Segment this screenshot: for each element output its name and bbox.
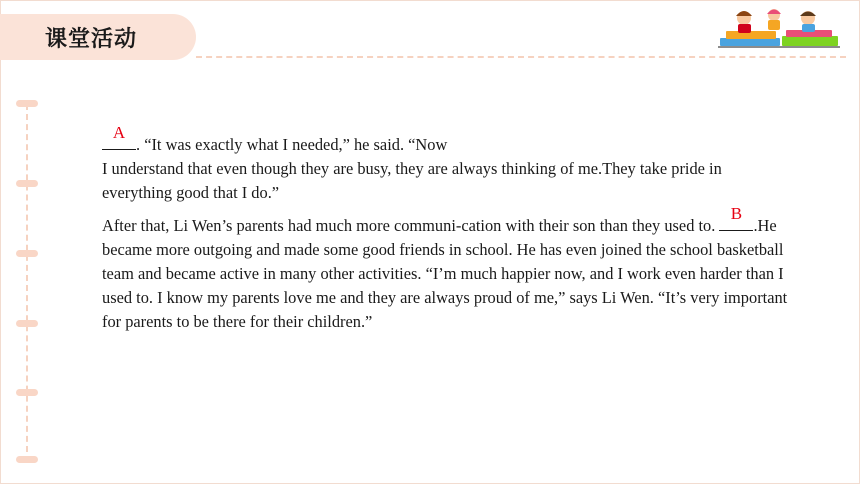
kids-reading-logo-icon — [716, 6, 842, 52]
decorative-timeline — [26, 104, 28, 462]
timeline-dot — [16, 320, 38, 327]
timeline-dot — [16, 389, 38, 396]
paragraph-2 — [102, 204, 792, 334]
paragraph-1 — [102, 123, 792, 205]
timeline-dot — [16, 250, 38, 257]
timeline-dot — [16, 100, 38, 107]
answer-a: A — [112, 123, 126, 142]
header-divider — [196, 56, 846, 58]
paragraph-1-rest: I understand that even though they are busy, they are always thinking of me.They take pride in everything good that I do.” — [102, 159, 722, 202]
answer-blank-b — [719, 204, 753, 231]
page-title: 课堂活动 — [45, 27, 138, 52]
timeline-dot — [16, 456, 38, 463]
answer-blank-a — [102, 123, 136, 150]
timeline-dot — [16, 180, 38, 187]
paragraph-1-line-1: . “It was exactly what I needed,” he said. “Now — [136, 135, 448, 154]
answer-b: B — [730, 204, 743, 223]
paragraph-2-after: .He became more outgoing and made some good friends in school. He has even joined the school basketball team and became active in many other activities. “I’m much happier now, and I work even harder than I used to. I know my parents love me and they are always proud of me,” says Li Wen. “It’s very important for parents to be there for their children.” — [102, 216, 788, 331]
paragraph-2-before: After that, Li Wen’s parents had much more communi-cation with their son than they used to. — [102, 216, 716, 235]
passage — [102, 123, 792, 334]
